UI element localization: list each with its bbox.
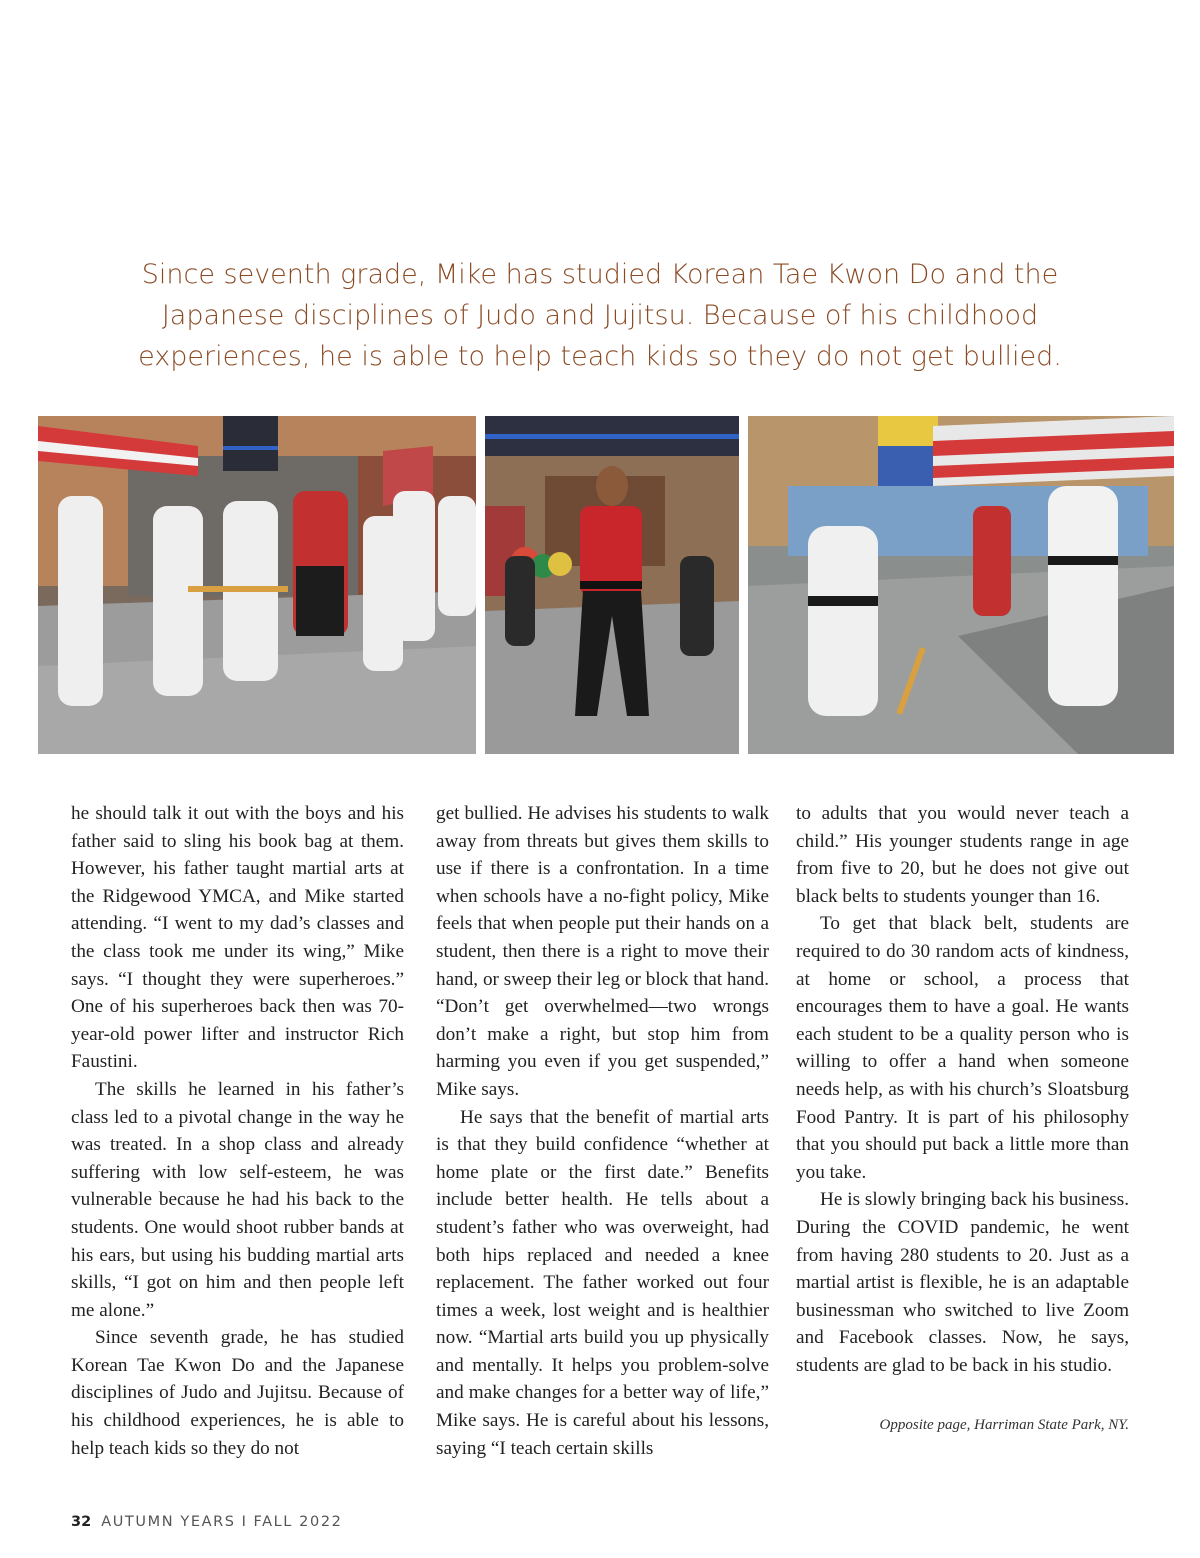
photo-group-sparring [38,416,476,754]
article-column-2 [436,800,769,1462]
issue-label: FALL 2022 [253,1514,343,1530]
paragraph: He says that the benefit of martial arts is that they build confidence “whether at home plate or the first date.” Benefits include better health. He tells about a student’s father who was overweight, had both hips replaced and needed a knee replacement. The father worked out four times a week, lost weight and is healthier now. “Martial arts build you up physically and mentally. It helps you problem-solve and make changes for a better way of life,” Mike says. He is careful about his lessons, saying “I teach certain skills [436,1106,769,1459]
footer-separator: I [241,1514,248,1530]
photo-instructor-stance [485,416,739,754]
paragraph: he should talk it out with the boys and his father said to sling his book bag at them. However, his father taught martial arts at the Ridgewood YMCA, and Mike started attending. “I went to my dad’s classes and the class took me under its wing,” Mike says. “I thought they were superheroes.” One of his superheroes back then was 70-year-old power lifter and instructor Rich Faustini. [71,803,404,1073]
paragraph: get bullied. He advises his students to walk away from threats but gives them skills to use if there is a confrontation. In a time when schools have a no-fight policy, Mike feels that when people put their hands on a student, then there is a right to move their hand, or sweep their leg or block that hand. “Don’t get overwhelmed—two wrongs don’t make a right, but stop him from harming you even if you get suspended,” Mike says. [436,803,769,1100]
pull-quote-line: Since seventh grade, Mike has studied Korean Tae Kwon Do and the [141,259,1059,290]
page-number: 32 [71,1514,92,1530]
photo-caption: Opposite page, Harriman State Park, NY. [879,1417,1129,1433]
paragraph: Since seventh grade, he has studied Korean Tae Kwon Do and the Japanese disciplines of Judo and Jujitsu. Because of his childhood experiences, he is able to help teach kids so they do not [71,1327,404,1459]
paragraph: To get that black belt, students are required to do 30 random acts of kindness, at home or school, a process that encourages them to have a goal. He wants each student to be a quality person who is willing to offer a hand when someone needs help, as with his church’s Sloatsburg Food Pantry. It is part of his philosophy that you should put back a little more than you take. [796,913,1129,1183]
pull-quote-line: experiences, he is able to help teach kids so they do not get bullied. [138,341,1062,372]
page-footer [71,1514,342,1530]
photo-students-practicing [748,416,1174,754]
publication-name: AUTUMN YEARS [101,1514,236,1530]
article-column-3 [796,800,1129,1379]
pull-quote-line: Japanese disciplines of Judo and Jujitsu. Because of his childhood [161,300,1039,331]
paragraph: to adults that you would never teach a child.” His younger students range in age from five to 20, but he does not give out black belts to students younger than 16. [796,803,1129,907]
pull-quote [120,254,1080,377]
paragraph: The skills he learned in his father’s class led to a pivotal change in the way he was treated. In a shop class and already suffering with low self-esteem, he was vulnerable because he had his back to the students. One would shoot rubber bands at his ears, but using his budding martial arts skills, “I got on him and then people left me alone.” [71,1078,404,1321]
paragraph: He is slowly bringing back his business. During the COVID pandemic, he went from having 280 students to 20. Just as a martial artist is flexible, he is an adaptable businessman who switched to live Zoom and Facebook classes. Now, he says, students are glad to be back in his studio. [796,1189,1129,1376]
article-column-1 [71,800,404,1462]
